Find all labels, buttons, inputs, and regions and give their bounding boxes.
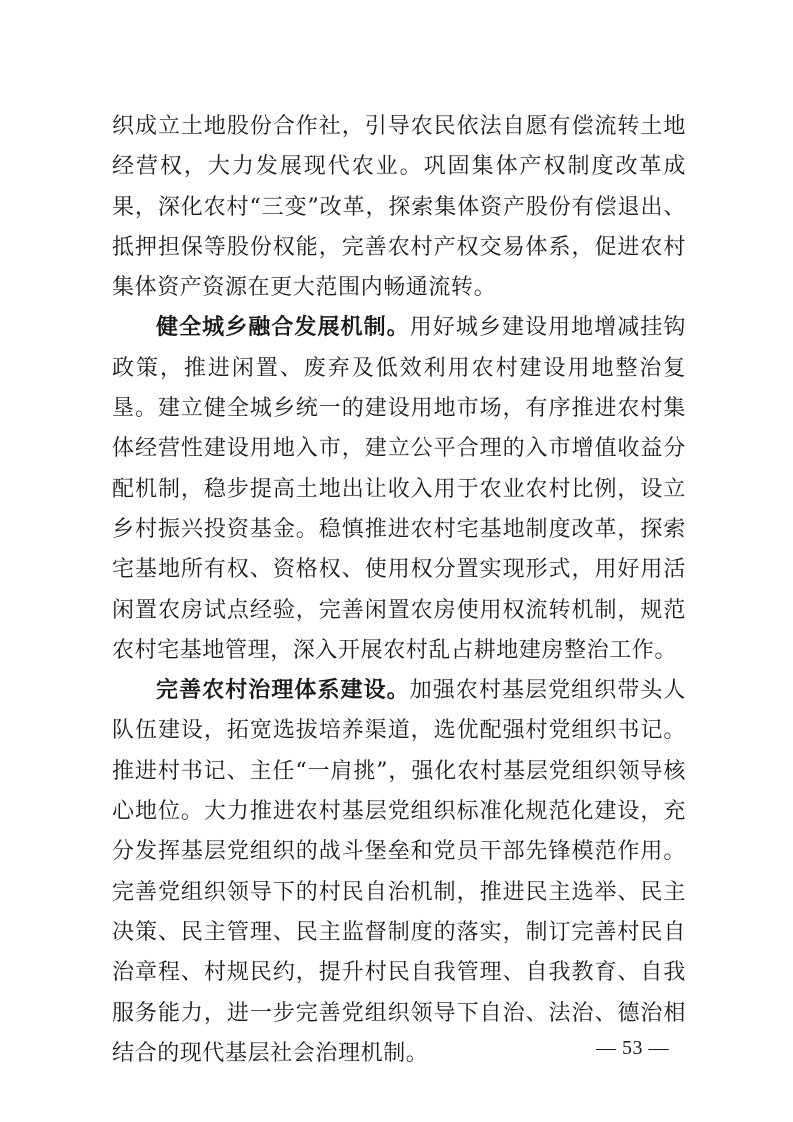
paragraph-text: 加强农村基层党组织带头人队伍建设，拓宽选拔培养渠道，选优配强村党组织书记。推进村书记、主任“一肩挑”，强化农村基层党组织领导核心地位。大力推进农村基层党组织标准化规范化建设，充分发挥基层党组织的战斗堡垒和党员干部先锋模范作用。完善党组织领导下的村民自治机制，推进民主选举、民主决策、民主管理、民主监督制度的落实，制订完善村民自治章程、村规民约，提升村民自我管理、自我教育、自我服务能力，进一步完善党组织领导下自治、法治、德治相结合的现代基层社会治理机制。	[112, 678, 686, 1066]
document-body	[112, 107, 686, 1074]
page-number: — 53 —	[596, 1037, 669, 1059]
paragraph-heading: 健全城乡融合发展机制。	[156, 315, 410, 341]
paragraph-heading: 完善农村治理体系建设。	[156, 678, 410, 704]
paragraph-continuation	[112, 107, 686, 308]
paragraph-text: 用好城乡建设用地增减挂钩政策，推进闲置、废弃及低效利用农村建设用地整治复垦。建立健全城乡统一的建设用地市场，有序推进农村集体经营性建设用地入市，建立公平合理的入市增值收益分配机制，稳步提高土地出让收入用于农业农村比例，设立乡村振兴投资基金。稳慎推进农村宅基地制度改革，探索宅基地所有权、资格权、使用权分置实现形式，用好用活闲置农房试点经验，完善闲置农房使用权流转机制，规范农村宅基地管理，深入开展农村乱占耕地建房整治工作。	[112, 315, 686, 663]
paragraph-urban-rural-integration	[112, 308, 686, 671]
paragraph-rural-governance	[112, 671, 686, 1074]
paragraph-text: 织成立土地股份合作社，引导农民依法自愿有偿流转土地经营权，大力发展现代农业。巩固集体产权制度改革成果，深化农村“三变”改革，探索集体资产股份有偿退出、抵押担保等股份权能，完善农村产权交易体系，促进农村集体资产资源在更大范围内畅通流转。	[112, 114, 686, 301]
